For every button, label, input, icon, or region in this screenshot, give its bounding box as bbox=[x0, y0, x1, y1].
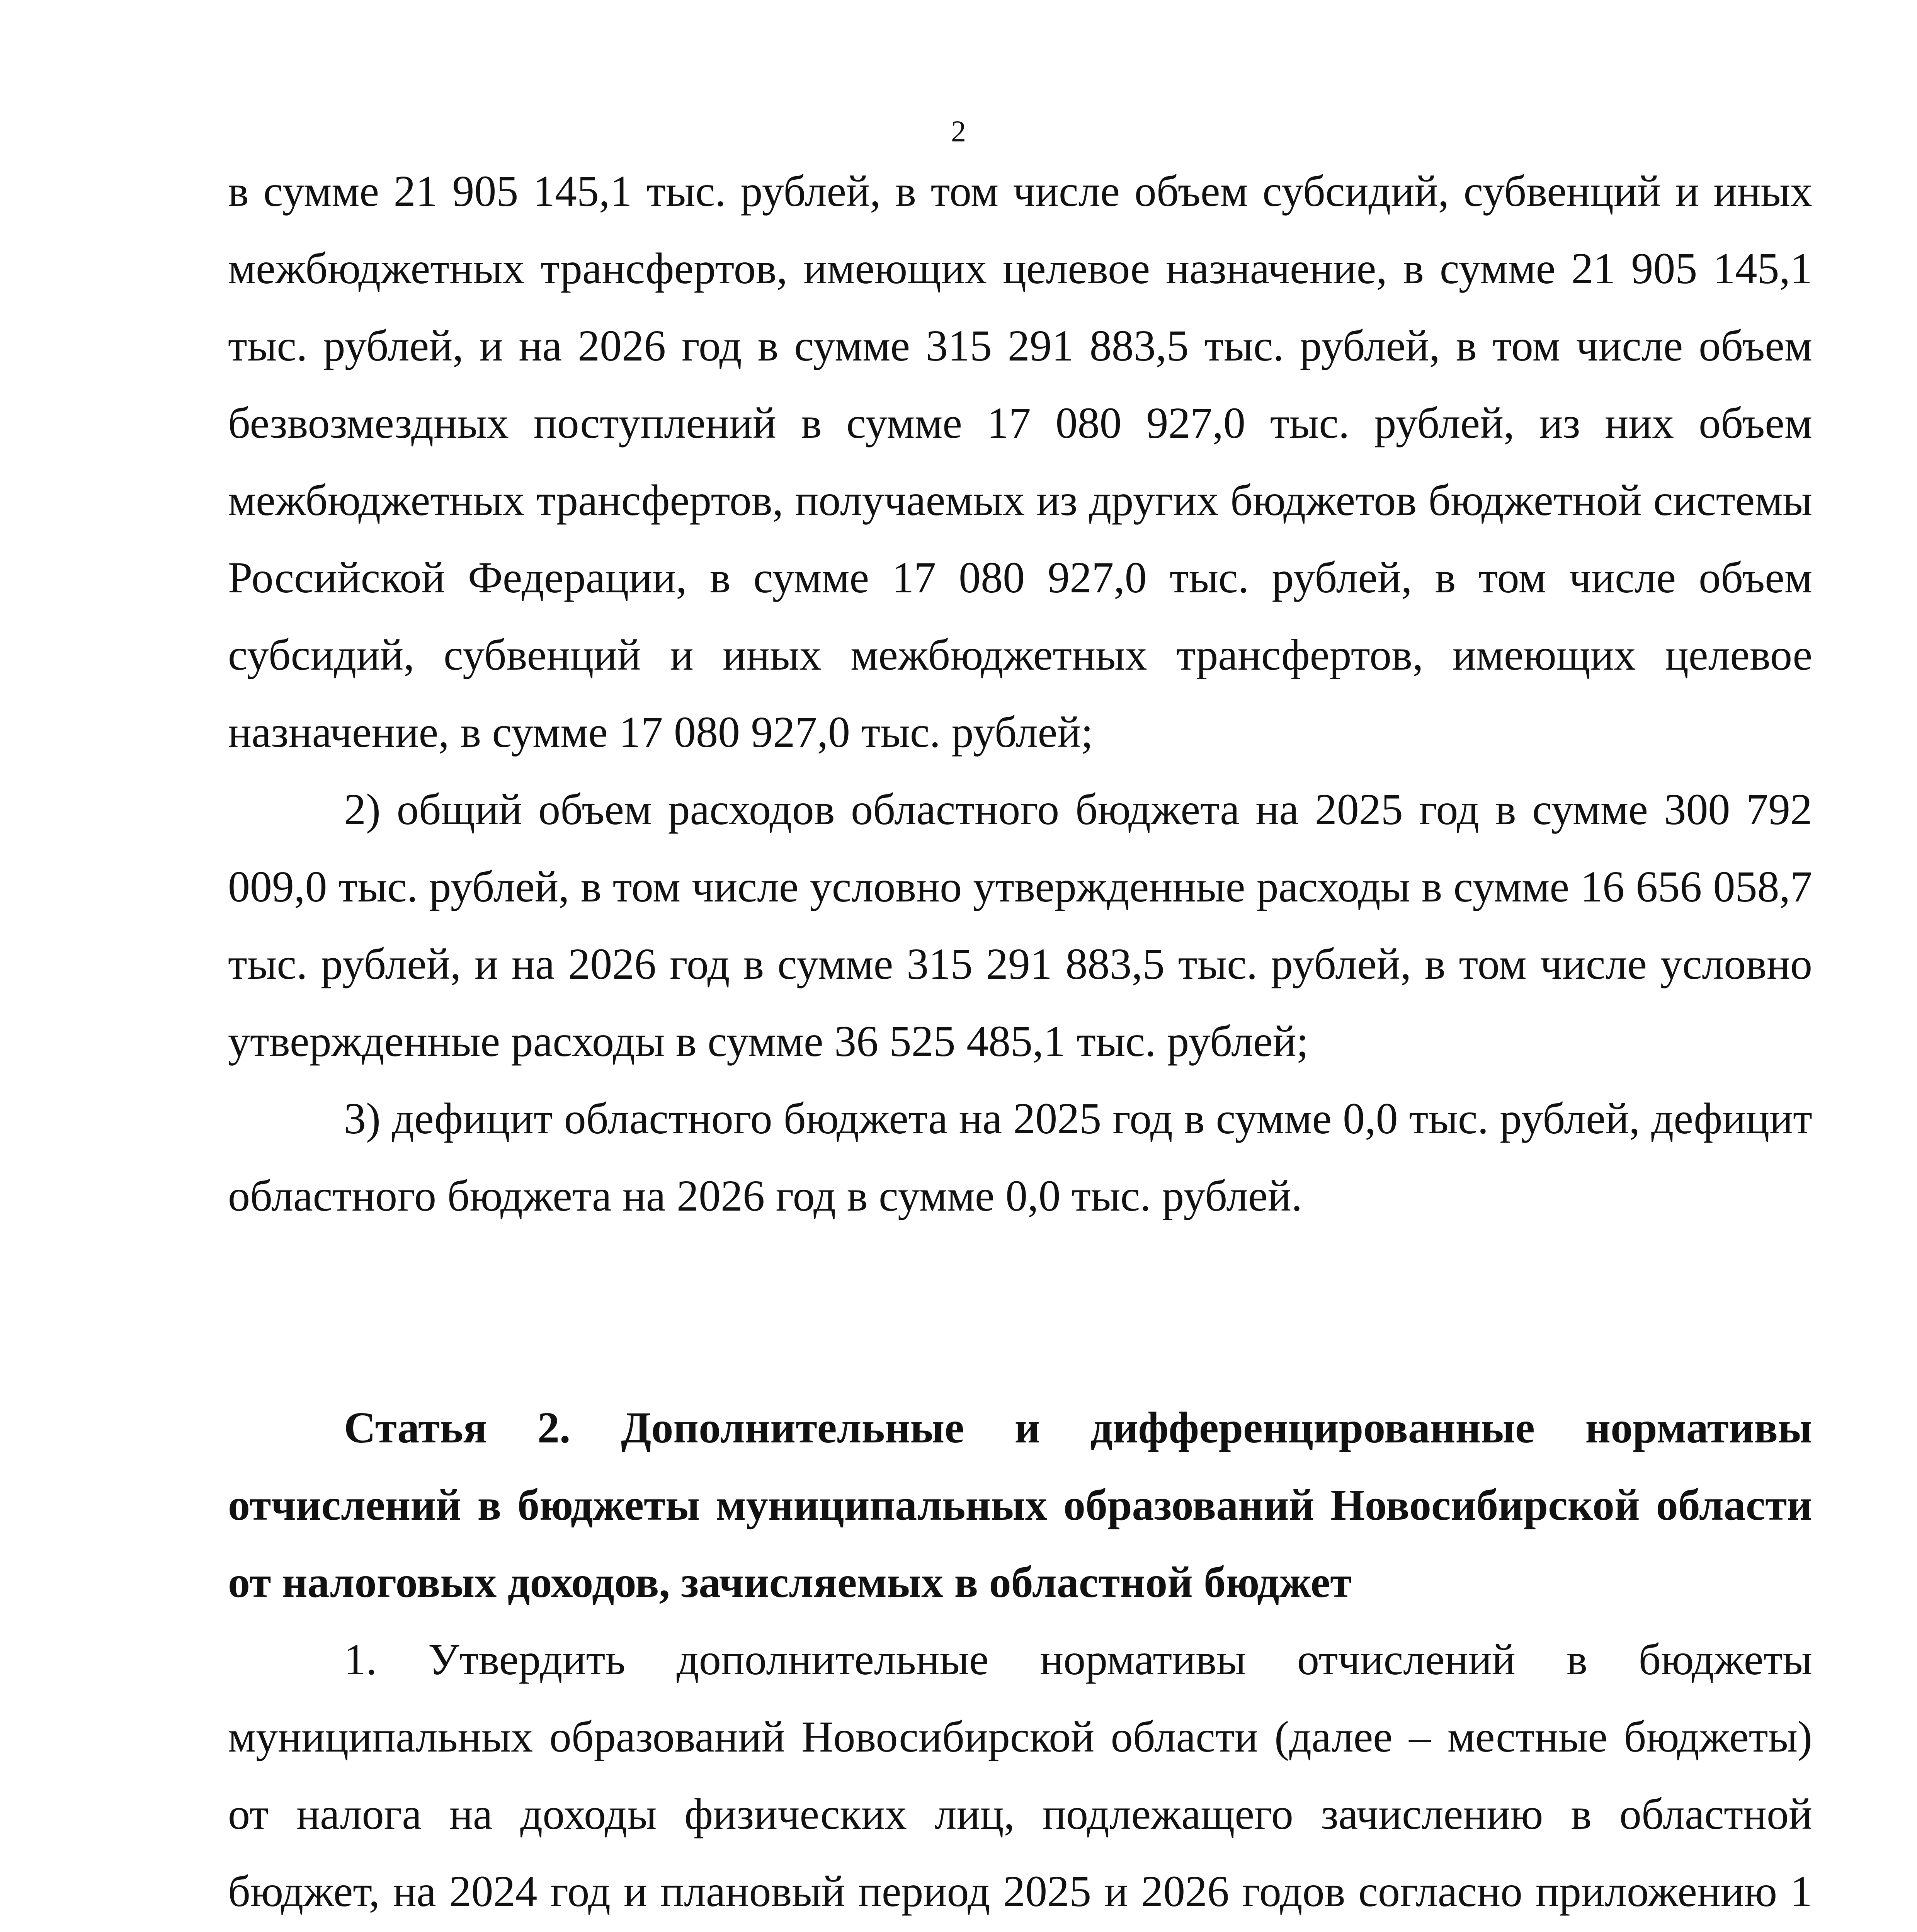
article-2-title: Статья 2. Дополнительные и дифференцированные нормативы отчислений в бюджеты муниципальных образований Новосибирской области от налоговых доходов, зачисляемых в областной бюджет bbox=[228, 1403, 1812, 1607]
section-spacer bbox=[228, 1235, 1812, 1389]
paragraph-revenue-continuation: в сумме 21 905 145,1 тыс. рублей, в том числе объем субсидий, субвенций и иных межбюджетных трансфертов, имеющих целевое назначение, в сумме 21 905 145,1 тыс. рублей, и на 2026 год в сумме 315 291 883,5 тыс. рублей, в том числе объем безвозмездных поступлений в сумме 17 080 927,0 тыс. рублей, из них объем межбюджетных трансфертов, получаемых из других бюджетов бюджетной системы Российской Федерации, в сумме 17 080 927,0 тыс. рублей, в том числе объем субсидий, субвенций и иных межбюджетных трансфертов, имеющих целевое назначение, в сумме 17 080 927,0 тыс. рублей; bbox=[228, 167, 1812, 757]
paragraph-expenses: 2) общий объем расходов областного бюджета на 2025 год в сумме 300 792 009,0 тыс. рублей, в том числе условно утвержденные расходы в сумме 16 656 058,7 тыс. рублей, и на 2026 год в сумме 315 291 883,5 тыс. рублей, в том числе условно утвержденные расходы в сумме 36 525 485,1 тыс. рублей; bbox=[228, 785, 1812, 1066]
paragraph-deficit: 3) дефицит областного бюджета на 2025 год в сумме 0,0 тыс. рублей, дефицит областного бюджета на 2026 год в сумме 0,0 тыс. рублей. bbox=[228, 1094, 1812, 1220]
page-number: 2 bbox=[951, 114, 966, 148]
article-2-clause-1: 1. Утвердить дополнительные нормативы отчислений в бюджеты муниципальных образований Новосибирской области (далее – местные бюджеты) от налога на доходы физических лиц, подлежащего зачислению в областной бюджет, на 2024 год и плановый период 2025 и 2026 годов согласно приложению 1 bbox=[228, 1635, 1812, 1916]
document-body bbox=[228, 153, 1812, 1932]
